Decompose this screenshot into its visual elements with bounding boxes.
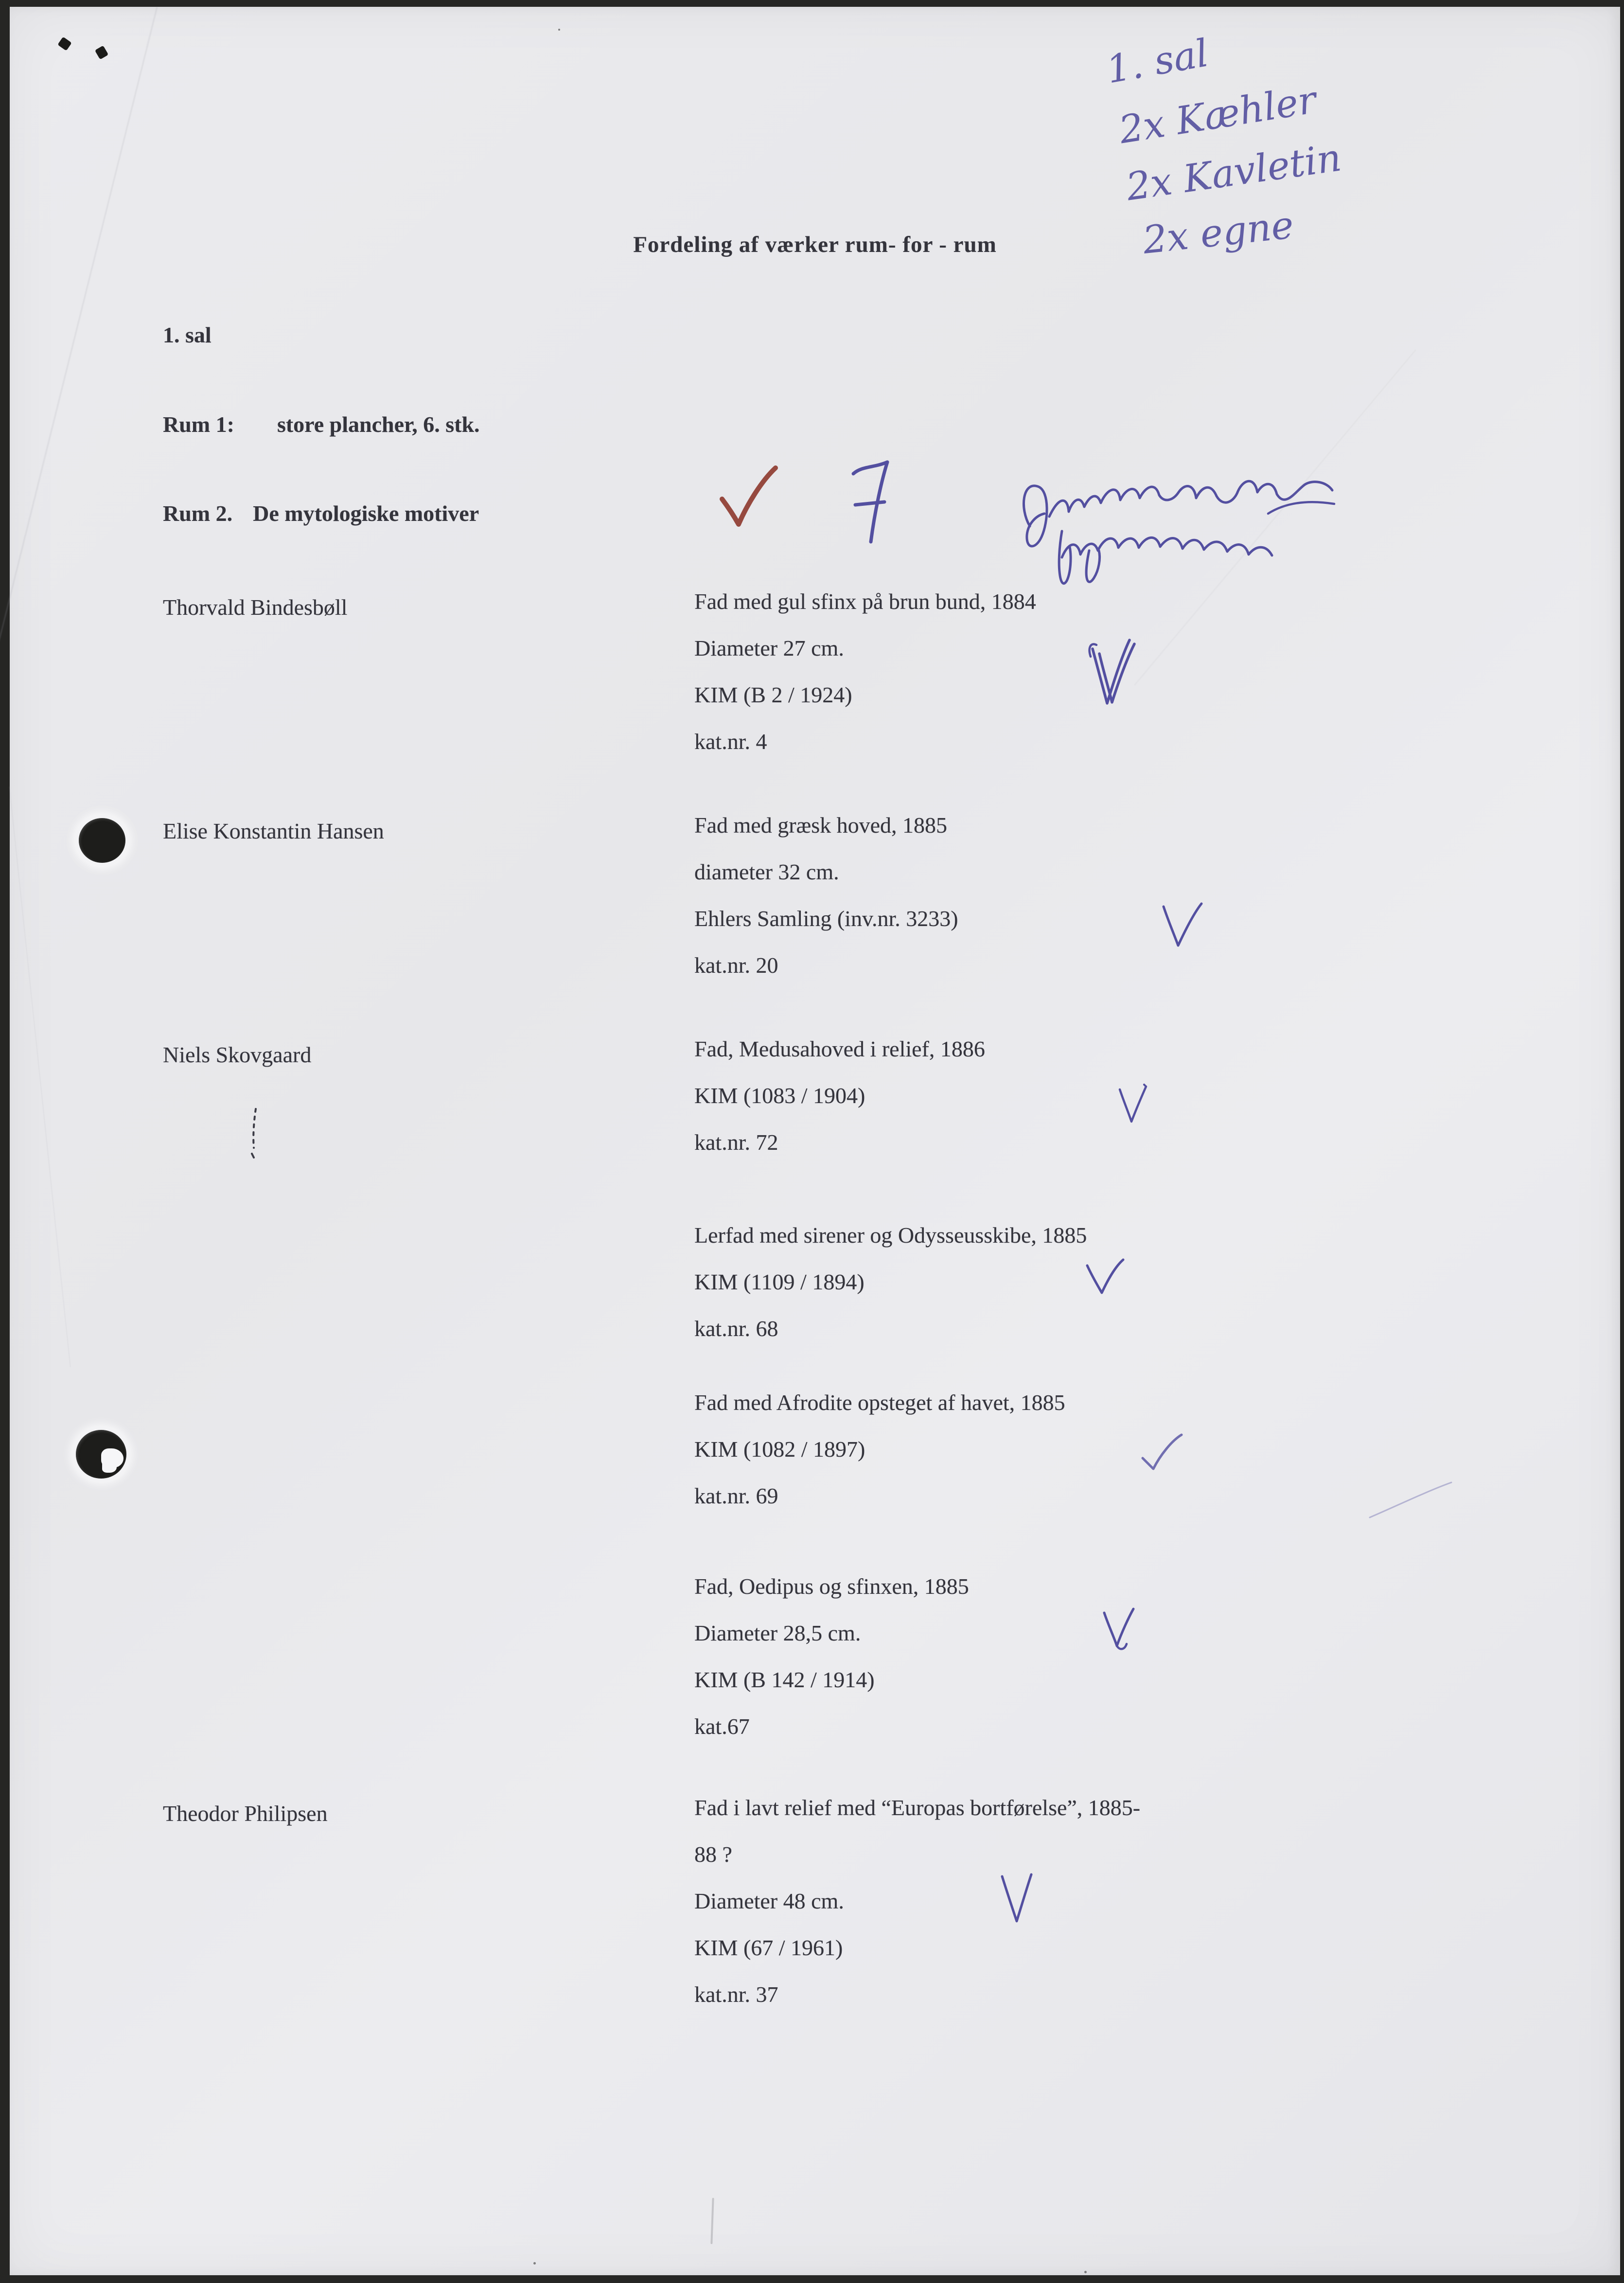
- work-line: Fad i lavt relief med “Europas bortførelse”, 1885-: [694, 1795, 1141, 1820]
- work-line: Diameter 27 cm.: [694, 636, 844, 660]
- paper-crease: [8, 786, 71, 1367]
- artist-name: Theodor Philipsen: [163, 1801, 328, 1826]
- room-2-description: De mytologiske motiver: [253, 501, 479, 526]
- artist-name: Niels Skovgaard: [163, 1042, 312, 1067]
- work-line: Fad med græsk hoved, 1885: [694, 813, 948, 838]
- work-block: [694, 1212, 1087, 1352]
- work-line: kat.nr. 68: [694, 1316, 778, 1341]
- work-block: [694, 1379, 1065, 1519]
- work-block: [694, 578, 1036, 765]
- pencil-mark: [710, 2198, 714, 2244]
- staple-mark: [57, 36, 71, 51]
- work-line: Lerfad med sirener og Odysseusskibe, 1885: [694, 1223, 1087, 1248]
- handwritten-note-line: 1. sal: [1103, 31, 1212, 92]
- checkmark-icon: [1137, 1433, 1185, 1472]
- artist-name: Elise Konstantin Hansen: [163, 819, 384, 843]
- dust-speck: [533, 2262, 536, 2265]
- staple-mark: [95, 45, 108, 59]
- work-line: Fad med Afrodite opsteget af havet, 1885: [694, 1390, 1065, 1415]
- faint-pen-line: [1369, 1480, 1454, 1519]
- work-block: [694, 1563, 969, 1750]
- room-1-row: [163, 411, 480, 437]
- handwritten-note-line: 2x Kavletin: [1123, 136, 1344, 210]
- work-line: 88 ?: [694, 1842, 732, 1867]
- hole-punch: [79, 818, 125, 863]
- work-line: kat.nr. 20: [694, 953, 778, 978]
- work-line: KIM (67 / 1961): [694, 1935, 843, 1960]
- paper-crease: [0, 7, 159, 715]
- work-line: Fad, Medusahoved i relief, 1886: [694, 1036, 985, 1061]
- work-line: KIM (B 2 / 1924): [694, 682, 852, 707]
- work-line: diameter 32 cm.: [694, 859, 839, 884]
- work-block: [694, 802, 958, 989]
- red-checkmark-icon: [717, 464, 780, 532]
- handwritten-note-line: 2x Kæhler: [1116, 78, 1320, 153]
- checkmark-icon: [1116, 1083, 1150, 1126]
- checkmark-icon: [1087, 635, 1145, 708]
- artist-name: Thorvald Bindesbøll: [163, 595, 348, 620]
- handwritten-scribble-icon: [1015, 453, 1346, 599]
- work-line: KIM (B 142 / 1914): [694, 1667, 875, 1692]
- dust-speck: [558, 29, 560, 31]
- checkmark-icon: [1100, 1606, 1137, 1652]
- room-2-row: [163, 500, 479, 526]
- work-block: [694, 1026, 985, 1166]
- work-line: kat.nr. 69: [694, 1483, 778, 1508]
- work-line: kat.nr. 72: [694, 1130, 778, 1155]
- checkmark-icon: [1160, 901, 1206, 949]
- work-line: Ehlers Samling (inv.nr. 3233): [694, 906, 958, 931]
- handwritten-note-line: 2x egne: [1141, 203, 1296, 263]
- floor-heading: 1. sal: [163, 322, 212, 347]
- work-line: Fad med gul sfinx på brun bund, 1884: [694, 589, 1036, 614]
- ink-smudge: [248, 1107, 263, 1160]
- work-line: Fad, Oedipus og sfinxen, 1885: [694, 1574, 969, 1599]
- dust-speck: [1084, 2271, 1087, 2273]
- checkmark-icon: [998, 1871, 1035, 1925]
- work-line: kat.nr. 4: [694, 729, 767, 754]
- room-1-label: Rum 1:: [163, 412, 234, 437]
- work-line: KIM (1109 / 1894): [694, 1269, 865, 1294]
- room-1-description: store plancher, 6. stk.: [277, 412, 480, 437]
- work-line: Diameter 28,5 cm.: [694, 1621, 861, 1645]
- page-title: Fordeling af værker rum- for - rum: [633, 232, 997, 257]
- work-line: kat.67: [694, 1714, 750, 1739]
- work-line: kat.nr. 37: [694, 1982, 778, 2007]
- paper-sheet: [10, 7, 1620, 2275]
- work-line: KIM (1083 / 1904): [694, 1083, 865, 1108]
- work-block: [694, 1784, 1140, 2018]
- work-line: Diameter 48 cm.: [694, 1889, 844, 1913]
- work-line: KIM (1082 / 1897): [694, 1437, 865, 1462]
- checkmark-icon: [1083, 1258, 1127, 1297]
- handwritten-seven: [848, 458, 897, 548]
- room-2-label: Rum 2.: [163, 501, 233, 526]
- hole-punch: [76, 1430, 126, 1479]
